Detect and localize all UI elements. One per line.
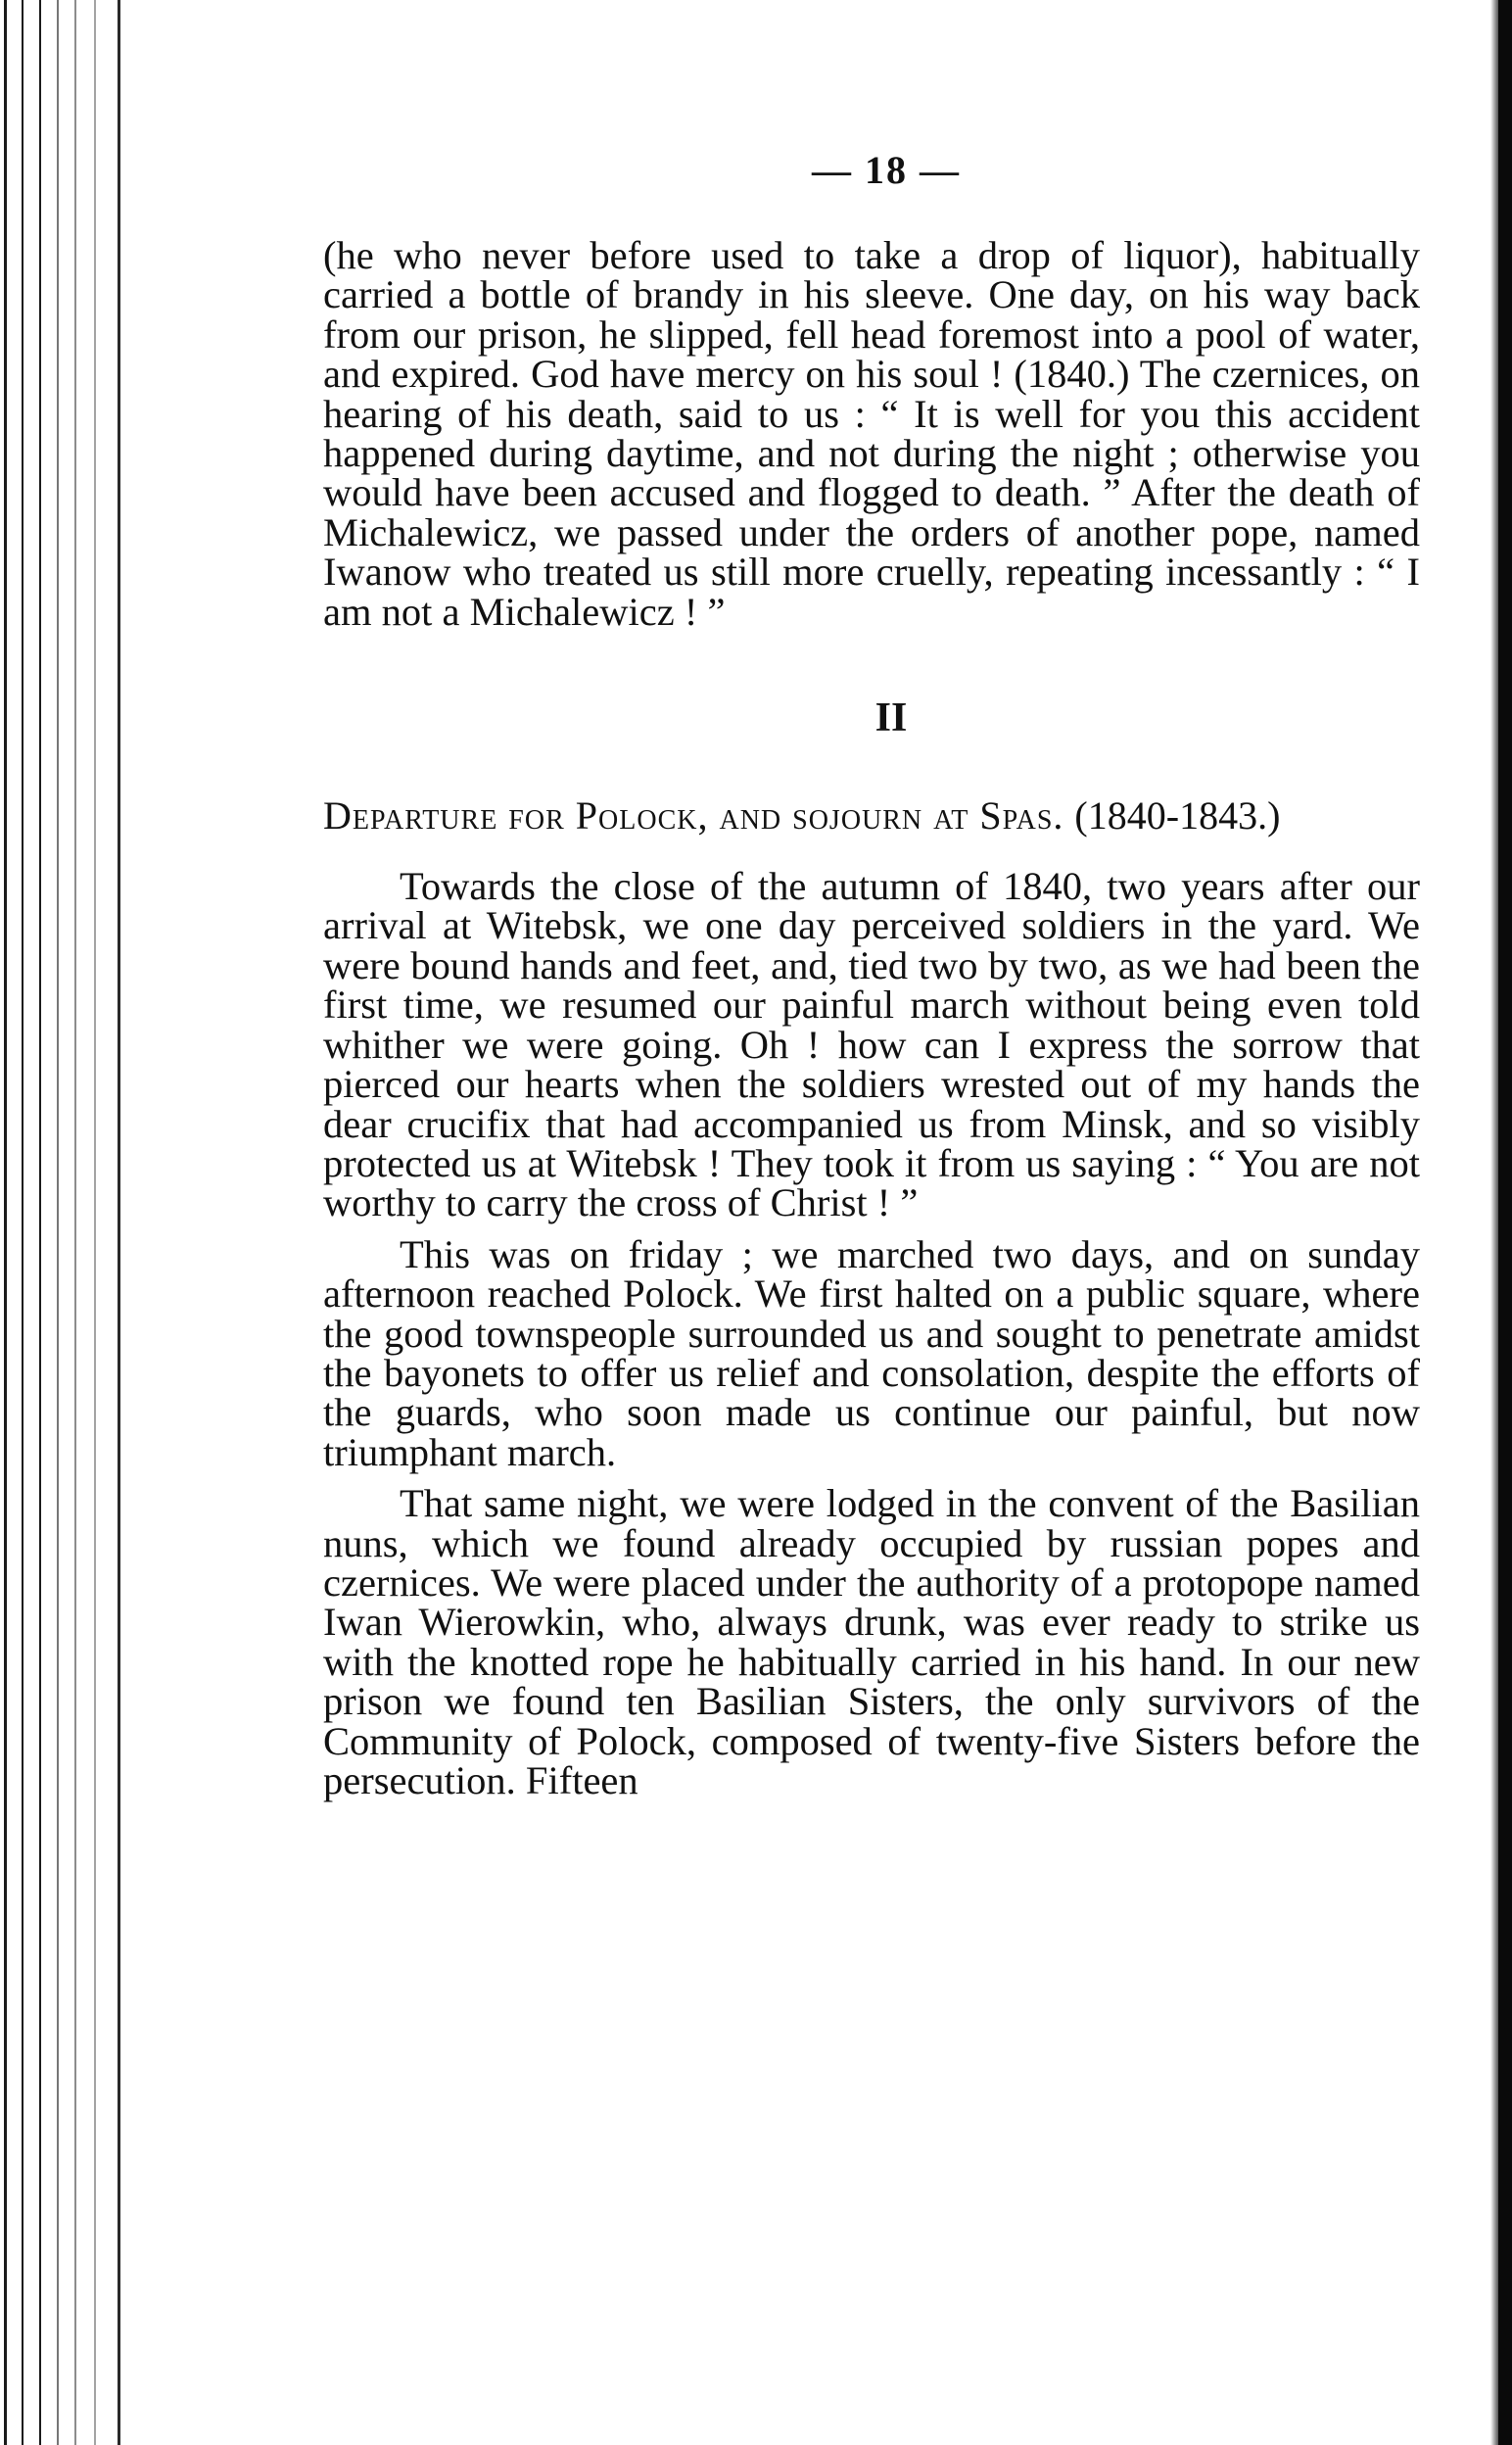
section-heading-dates: (1840-1843.) <box>1074 793 1281 839</box>
gutter-line <box>57 0 59 2445</box>
paragraph: This was on friday ; we marched two days, and on sunday afternoon reached Polock. We first halted on a public square, where the good townspeople surrounded us and sought to penetrate amidst the bayonets to offer us relief and consolation, despite the efforts of the guards, who soon made us continue our painful, but now triumphant march. <box>323 1231 1420 1474</box>
gutter-line <box>39 0 41 2445</box>
page-edge <box>1498 0 1512 2445</box>
paragraph: That same night, we were lodged in the convent of the Basilian nuns, which we found already occupied by russian popes and czernices. We were placed under the authority of a protopope named Iwan Wierowkin, who, always drunk, was ever ready to strike us with the knotted rope he habitually carried in his hand. In our new prison we found ten Basilian Sisters, the only survivors of the Community of Polock, composed of twenty-five Sisters before the persecution. Fifteen <box>323 1481 1420 1802</box>
gutter-line <box>4 0 7 2445</box>
gutter-line <box>74 0 76 2445</box>
page-binding-edge <box>118 0 120 2445</box>
book-gutter <box>0 0 147 2445</box>
section-heading-text: Departure for Polock, and sojourn at Spas. <box>323 793 1064 839</box>
gutter-line <box>22 0 24 2445</box>
paragraph: (he who never before used to take a drop of liquor), habitually carried a bottle of brandy in his sleeve. One day, on his way back from our prison, he slipped, fell head foremost into a pool of water, and expired. God have mercy on his soul ! (1840.) The czernices, on hearing of his death, said to us : “ It is well for you this accident happened during daytime, and not during the night ; otherwise you would have been accused and flogged to death. ” After the death of Michalewicz, we passed under the orders of another pope, named Iwanow who treated us still more cruelly, repeating incessantly : “ I am not a Michalewicz ! ” <box>323 233 1420 634</box>
paragraph: Towards the close of the autumn of 1840, two years after our arrival at Witebsk, we one day perceived soldiers in the yard. We were bound hands and feet, and, tied two by two, as we had been the first time, we resumed our painful march without being even told whither we were going. Oh ! how can I express the sorrow that pierced our hearts when the soldiers wrested out of my hands the dear crucifix that had accompanied us from Minsk, and so visibly protected us at Witebsk ! They took it from us saying : “ You are not worthy to carry the cross of Christ ! ” <box>323 864 1420 1225</box>
page-body <box>323 147 1420 1800</box>
gutter-line <box>94 0 96 2445</box>
page-number: — 18 — <box>812 148 961 192</box>
page-edge-shadow <box>1490 0 1498 2445</box>
section-numeral: II <box>874 695 908 742</box>
section-heading <box>323 794 1420 838</box>
